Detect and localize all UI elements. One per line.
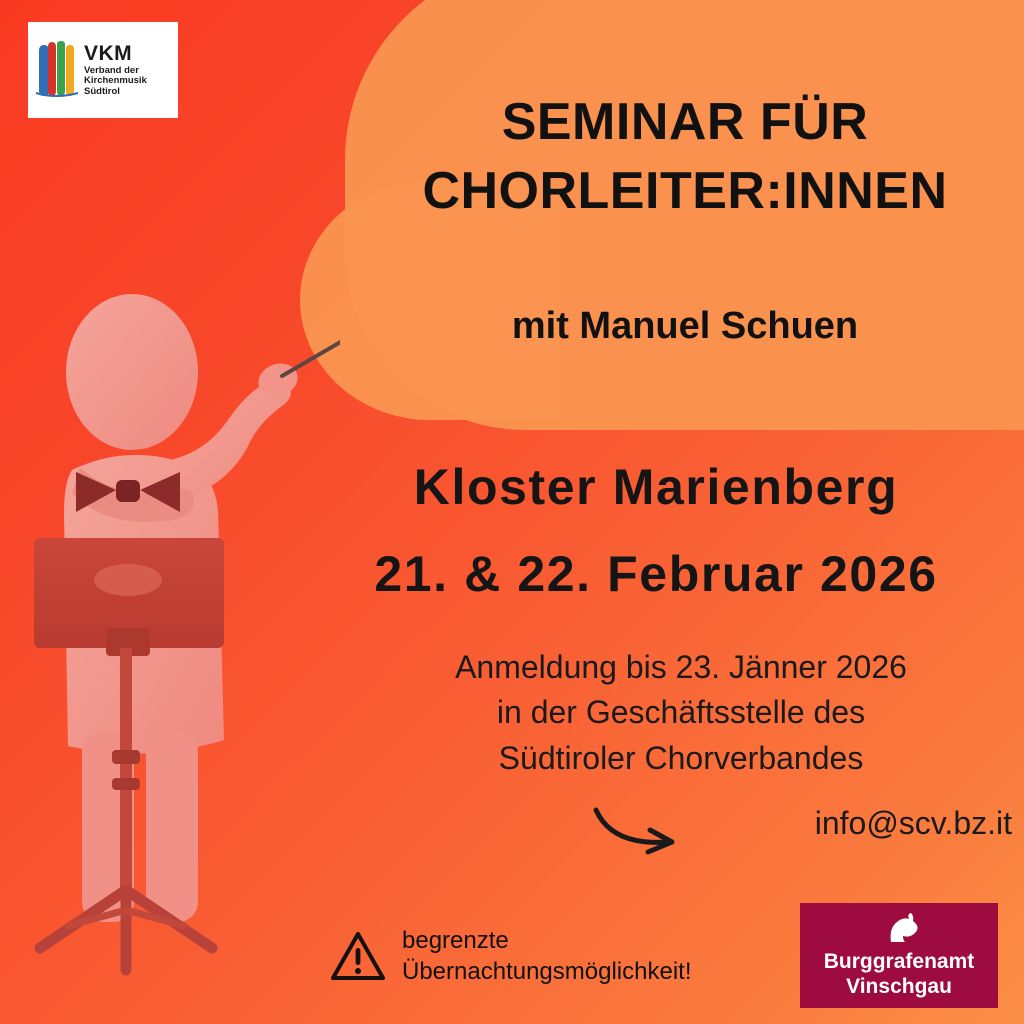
poster-venue: Kloster Marienberg	[413, 459, 899, 515]
sponsor-name-line-2: Vinschgau	[846, 975, 952, 999]
poster-dates: 21. & 22. Februar 2026	[374, 546, 938, 602]
registration-office-line-1: in der Geschäftsstelle des	[496, 694, 866, 731]
contact-email[interactable]: info@scv.bz.it	[814, 805, 1012, 841]
lodging-warning-text	[402, 925, 692, 987]
vkm-logo	[28, 22, 178, 118]
warning-triangle-icon	[330, 928, 386, 984]
lodging-warning	[330, 925, 692, 987]
registration-office-line-2: Südtiroler Chorverbandes	[498, 739, 864, 776]
vkm-logo-line1: Verband der	[84, 64, 139, 76]
vkm-logo-line2: Kirchenmusik	[84, 75, 147, 87]
poster-headline	[360, 88, 1010, 225]
poster-subheadline: mit Manuel Schuen	[511, 305, 859, 347]
sponsor-logo-burggrafenamt-vinschgau	[800, 903, 998, 1008]
bird-icon	[879, 912, 919, 946]
lodging-warning-line-1: begrenzte	[402, 927, 509, 954]
conductor-illustration	[20, 280, 340, 980]
headline-line-2: CHORLEITER:INNEN	[422, 161, 948, 220]
registration-deadline: Anmeldung bis 23. Jänner 2026	[455, 649, 907, 685]
vkm-organ-pipes-icon	[34, 41, 80, 99]
lodging-warning-line-2: Übernachtungsmöglichkeit!	[402, 958, 692, 986]
vkm-logo-line3: Südtirol	[84, 86, 120, 98]
vkm-logo-text	[84, 42, 147, 97]
headline-line-1: SEMINAR FÜR	[501, 93, 869, 151]
vkm-logo-title: VKM	[84, 42, 133, 66]
sponsor-name-line-1: Burggrafenamt	[823, 950, 975, 974]
poster-registration-info	[350, 645, 1012, 781]
